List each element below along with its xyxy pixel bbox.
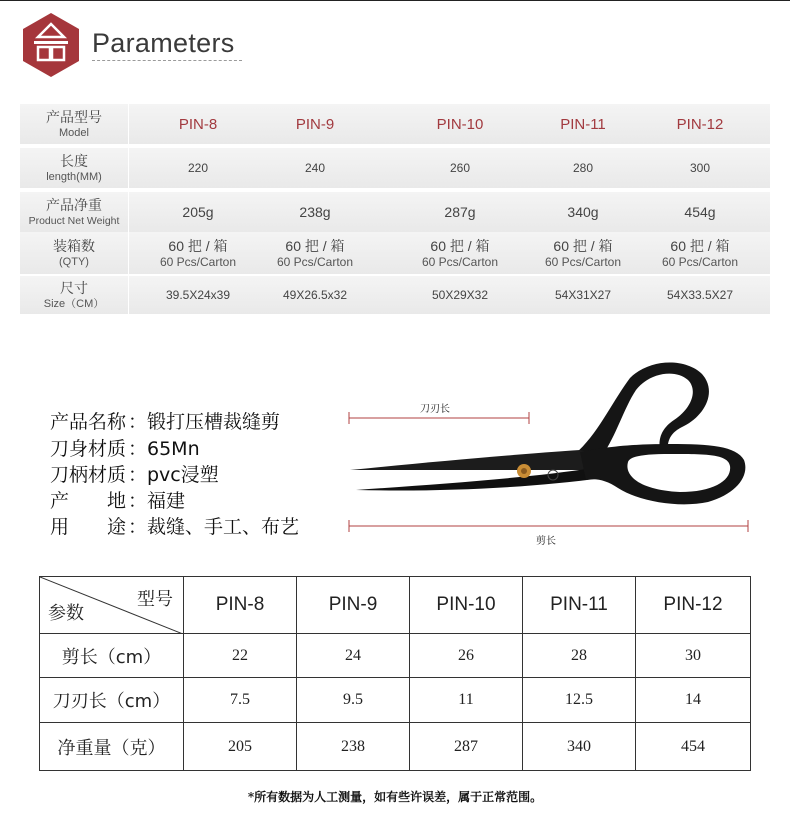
table-cell: 24	[297, 634, 410, 678]
spec-value: ：裁缝、手工、布艺	[128, 516, 300, 538]
param-value: 260	[449, 161, 471, 175]
param-value: PIN-10	[436, 115, 484, 133]
param-row-qty	[20, 232, 770, 274]
column-header: PIN-8	[184, 577, 297, 634]
param-label	[20, 232, 129, 274]
brand-logo-icon	[22, 12, 80, 78]
total-length-label: 剪长	[536, 536, 556, 547]
footnote: *所有数据为人工测量，如有些许误差，属于正常范围。	[247, 790, 543, 804]
corner-model-label: 型号	[137, 589, 173, 609]
column-header: PIN-10	[410, 577, 523, 634]
table-cell: 454	[636, 723, 751, 771]
param-value: PIN-9	[295, 115, 335, 133]
table-cell: 11	[410, 678, 523, 723]
param-label	[20, 192, 129, 232]
table-cell: 12.5	[523, 678, 636, 723]
param-label	[20, 104, 129, 144]
spec-line-usage	[50, 512, 299, 539]
table-cell: 22	[184, 634, 297, 678]
param-label-cn: 长度	[60, 152, 88, 169]
param-value: PIN-12	[676, 115, 724, 133]
table-cell: 205	[184, 723, 297, 771]
spec-line-blade-material	[50, 434, 200, 461]
param-row-size	[20, 276, 770, 314]
param-value-cn: 60 把 / 箱	[670, 237, 730, 254]
scissors-illustration	[340, 350, 760, 550]
corner-param-label: 参数	[48, 603, 84, 623]
param-value: 60 Pcs/Carton	[276, 254, 354, 269]
total-length-dimension	[349, 520, 748, 532]
column-header: PIN-11	[523, 577, 636, 634]
table-row	[40, 723, 751, 771]
spec-value: ：锻打压槽裁缝剪	[128, 411, 281, 433]
title-underline	[92, 60, 242, 61]
param-value: 49X26.5x32	[282, 288, 348, 302]
spec-table	[39, 576, 751, 771]
param-value: 240	[304, 161, 326, 175]
param-value: 280	[572, 161, 594, 175]
row-label: 刀刃长（cm）	[40, 678, 184, 723]
param-label-cn: 尺寸	[60, 279, 88, 296]
param-value: 60 Pcs/Carton	[421, 254, 499, 269]
spec-label: 产 地	[50, 490, 127, 512]
top-border-line	[0, 0, 790, 1]
scissors-shape	[350, 362, 745, 504]
table-cell: 340	[523, 723, 636, 771]
param-row-model	[20, 104, 770, 144]
param-label	[20, 148, 129, 188]
blade-length-label: 刀刃长	[420, 404, 450, 415]
param-label-en: (QTY)	[59, 255, 89, 268]
table-cell: 9.5	[297, 678, 410, 723]
param-value: 300	[689, 161, 711, 175]
param-value: PIN-11	[560, 115, 606, 133]
table-cell: 26	[410, 634, 523, 678]
param-value: PIN-8	[178, 115, 218, 133]
column-header: PIN-12	[636, 577, 751, 634]
spec-label: 刀身材质	[50, 438, 127, 460]
table-cell: 238	[297, 723, 410, 771]
param-label-en: Product Net Weight	[28, 214, 120, 227]
column-header: PIN-9	[297, 577, 410, 634]
spec-value: ：pvc浸塑	[128, 464, 219, 486]
param-value-cn: 60 把 / 箱	[553, 237, 613, 254]
row-label: 剪长（cm）	[40, 634, 184, 678]
param-value-cn: 60 把 / 箱	[430, 237, 490, 254]
spec-label: 产品名称	[50, 411, 127, 433]
param-value: 340g	[567, 204, 599, 220]
param-value: 454g	[684, 204, 716, 220]
spec-value: ：福建	[128, 490, 186, 512]
param-label-cn: 装箱数	[53, 237, 95, 254]
param-row-weight	[20, 192, 770, 232]
param-value: 50X29X32	[431, 288, 489, 302]
table-cell: 7.5	[184, 678, 297, 723]
spec-value: ：65Mn	[128, 438, 200, 460]
param-label-en: Size（CM）	[43, 297, 105, 310]
param-label-en: Model	[59, 126, 89, 139]
param-value: 39.5X24x39	[165, 288, 231, 302]
param-value: 238g	[299, 204, 331, 220]
param-label	[20, 276, 129, 314]
param-value: 60 Pcs/Carton	[544, 254, 622, 269]
spec-line-product-name	[50, 407, 280, 434]
spec-line-handle-material	[50, 460, 219, 487]
param-label-cn: 产品净重	[46, 196, 102, 213]
row-label: 净重量（克）	[40, 723, 184, 771]
spec-line-origin	[50, 486, 185, 513]
param-value: 287g	[444, 204, 476, 220]
param-value: 60 Pcs/Carton	[661, 254, 739, 269]
param-label-cn: 产品型号	[46, 108, 102, 125]
table-cell: 28	[523, 634, 636, 678]
param-value: 54X33.5X27	[666, 288, 734, 302]
table-header-row	[40, 577, 751, 634]
spec-label: 用 途	[50, 516, 127, 538]
table-row	[40, 634, 751, 678]
param-value-cn: 60 把 / 箱	[168, 237, 228, 254]
spec-label: 刀柄材质	[50, 464, 127, 486]
param-value: 220	[187, 161, 209, 175]
param-value: 60 Pcs/Carton	[159, 254, 237, 269]
section-title: Parameters	[92, 28, 235, 58]
param-label-en: length(MM)	[46, 170, 102, 183]
table-row	[40, 678, 751, 723]
param-value-cn: 60 把 / 箱	[285, 237, 345, 254]
table-cell: 287	[410, 723, 523, 771]
table-cell: 14	[636, 678, 751, 723]
param-value: 205g	[182, 204, 214, 220]
param-row-length	[20, 148, 770, 188]
param-value: 54X31X27	[554, 288, 612, 302]
table-cell: 30	[636, 634, 751, 678]
table-corner-cell	[40, 577, 184, 634]
